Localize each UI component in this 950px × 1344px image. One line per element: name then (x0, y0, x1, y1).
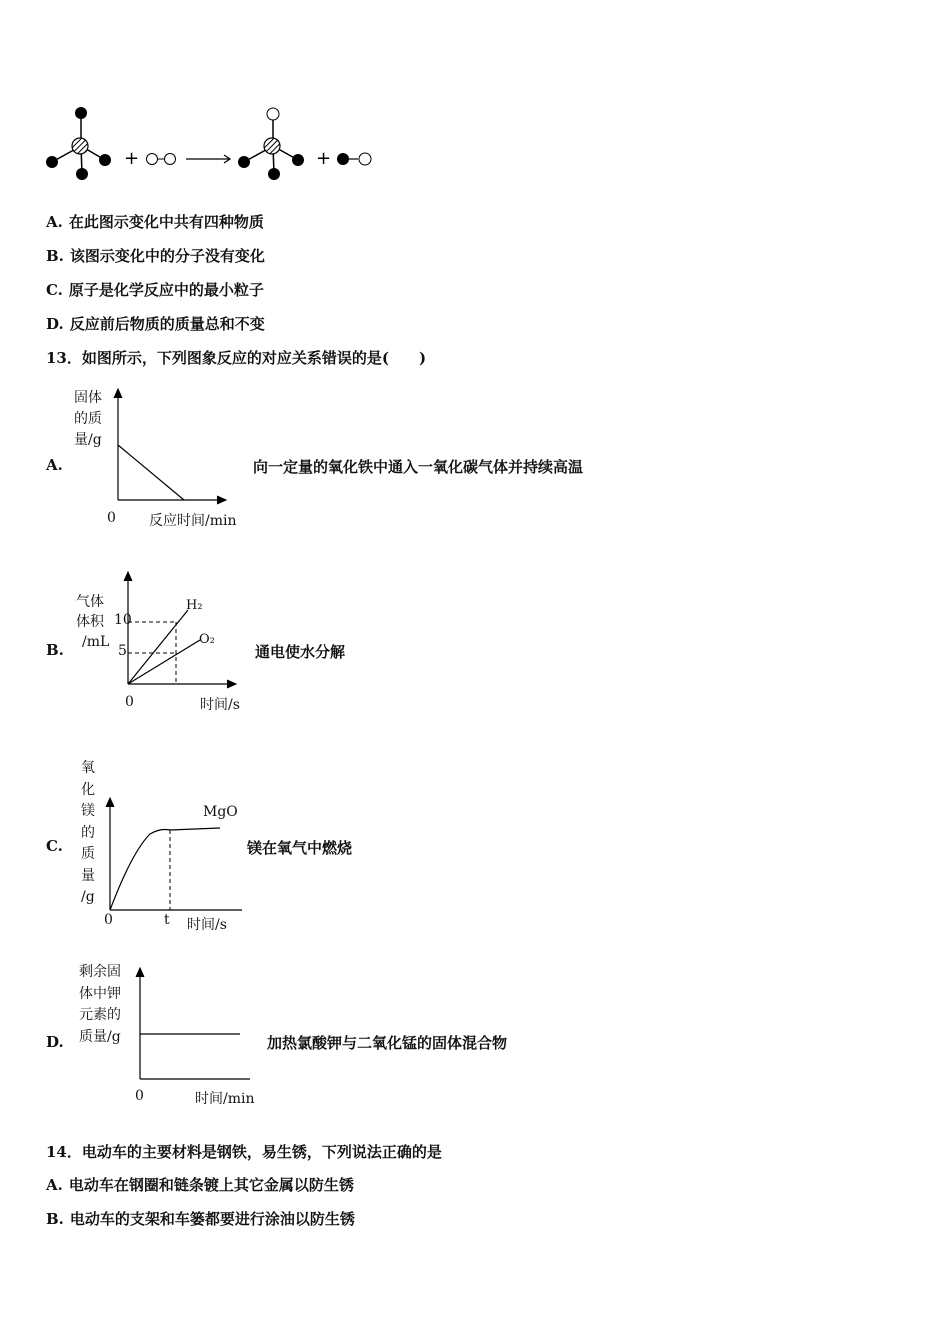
q12-option-b[interactable] (46, 245, 265, 266)
reactant-molecule-o2 (147, 154, 176, 165)
option-letter: C. (46, 281, 63, 299)
graph-b-ylabel: 气体 体积 /mL (76, 594, 110, 650)
graph-d-origin: 0 (135, 1088, 144, 1104)
graph-a-xlabel: 反应时间/min (149, 513, 237, 529)
graph-d-ylabel: 剩余固 体中钾 元素的 质量/g (79, 964, 121, 1045)
o2-line (128, 640, 200, 684)
mass-line (118, 445, 184, 500)
option-letter: A. (46, 1176, 63, 1194)
q14-option-a[interactable] (46, 1174, 354, 1195)
reactant-molecule-ch4 (46, 107, 111, 180)
graph-c-series-label: MgO (203, 804, 238, 820)
graph-a-ylabel: 固体 的质 量/g (74, 390, 102, 448)
q12-option-c[interactable] (46, 279, 264, 300)
graph-c-tick-t: t (164, 912, 170, 928)
reaction-arrow (186, 155, 230, 163)
option-text: 反应前后物质的质量总和不变 (69, 315, 265, 333)
graph-b (110, 568, 250, 693)
q12-option-a[interactable] (46, 211, 264, 232)
q14-option-b[interactable] (46, 1208, 355, 1229)
q13-option-b-text: 通电使水分解 (255, 643, 346, 661)
option-text: 电动车在钢圈和链条镀上其它金属以防生锈 (68, 1176, 354, 1194)
graph-d (122, 962, 262, 1087)
graph-b-xlabel: 时间/s (200, 697, 240, 713)
option-letter: B. (46, 1210, 64, 1228)
product-molecule (238, 108, 304, 180)
svg-text:+: + (316, 148, 332, 169)
q12-option-d[interactable] (46, 313, 265, 334)
graph-b-origin: 0 (125, 694, 134, 710)
q13-stem: 13．如图所示，下列图象反应的对应关系错误的是( ) (46, 349, 427, 367)
q13-option-d-text: 加热氯酸钾与二氧化锰的固体混合物 (267, 1034, 508, 1052)
q13-option-a-letter[interactable]: A. (46, 456, 63, 474)
graph-c-origin: 0 (104, 912, 113, 928)
q13-option-a-text: 向一定量的氧化铁中通入一氧化碳气体并持续高温 (253, 458, 584, 476)
graph-c-xlabel: 时间/s (187, 917, 227, 933)
graph-b-h2-label: H₂ (186, 598, 203, 613)
option-text: 电动车的支架和车篓都要进行涂油以防生锈 (69, 1210, 355, 1228)
graph-c-ylabel: 氧 化 镁 的 质 量 /g (81, 760, 95, 905)
option-text: 该图示变化中的分子没有变化 (69, 247, 265, 265)
q13-option-c-letter[interactable]: C. (46, 837, 63, 855)
svg-text:+: + (124, 148, 140, 169)
q13-option-b-letter[interactable]: B. (46, 641, 64, 659)
h2-line (128, 610, 188, 684)
graph-b-o2-label: O₂ (199, 632, 215, 647)
option-letter: B. (46, 247, 64, 265)
q13-option-c-text: 镁在氧气中燃烧 (247, 839, 353, 857)
graph-b-tick-5: 5 (118, 643, 127, 659)
mgo-curve (110, 828, 220, 910)
reaction-diagram (40, 100, 390, 190)
option-letter: A. (46, 213, 63, 231)
graph-a-origin: 0 (107, 510, 116, 526)
graph-a (100, 385, 240, 510)
option-letter: D. (46, 315, 64, 333)
option-text: 原子是化学反应中的最小粒子 (68, 281, 264, 299)
graph-d-xlabel: 时间/min (195, 1091, 255, 1107)
q13-option-d-letter[interactable]: D. (46, 1033, 64, 1051)
option-text: 在此图示变化中共有四种物质 (68, 213, 264, 231)
graph-b-tick-10: 10 (114, 612, 132, 628)
product-molecule-2 (337, 153, 371, 165)
q14-stem: 14．电动车的主要材料是钢铁，易生锈，下列说法正确的是 (46, 1143, 442, 1161)
